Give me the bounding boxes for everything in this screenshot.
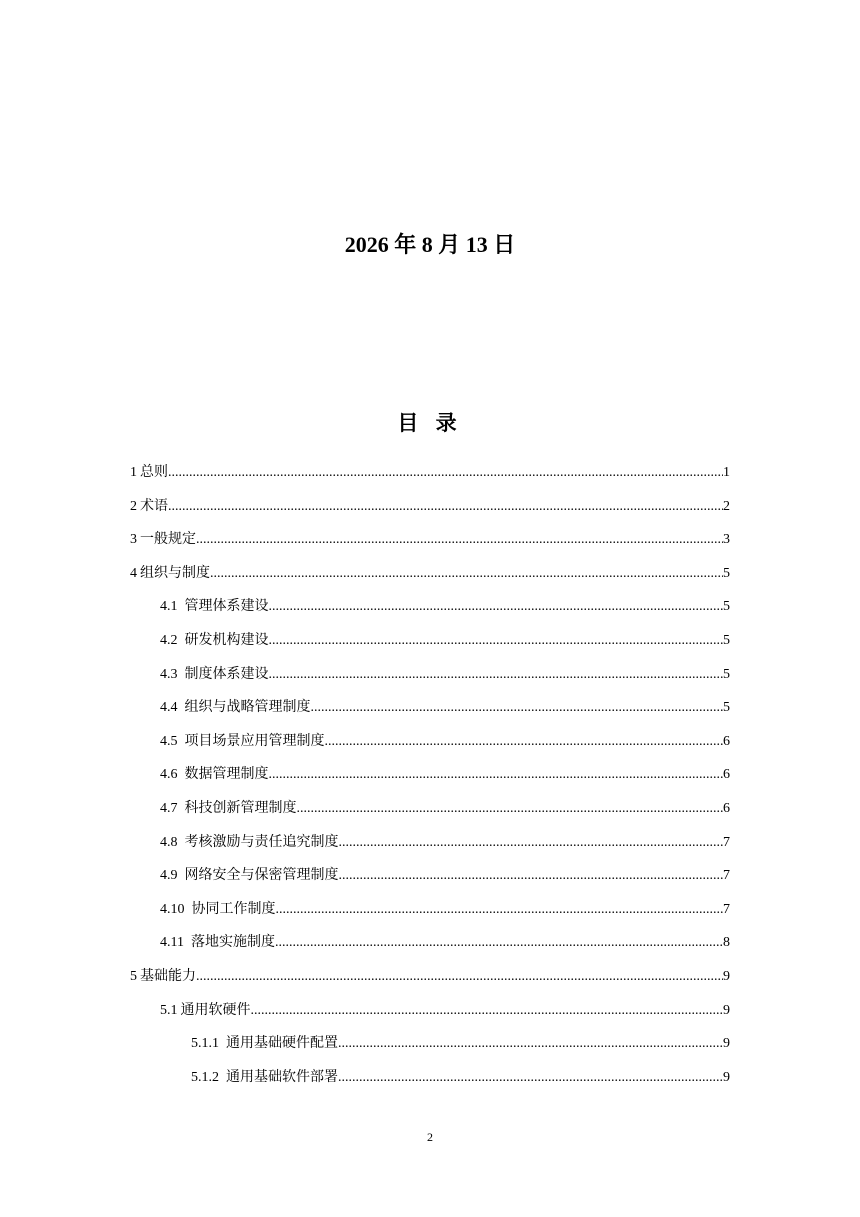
toc-entry-page: 5 bbox=[723, 632, 730, 648]
toc-entry-4-1[interactable] bbox=[130, 590, 730, 624]
toc-entry-number: 4.5 bbox=[160, 733, 178, 749]
toc-entry-number: 2 bbox=[130, 498, 137, 514]
toc-entry-title: 通用软硬件 bbox=[180, 1002, 251, 1018]
toc-entry-page: 7 bbox=[723, 901, 730, 917]
toc-entry-1[interactable] bbox=[130, 456, 730, 490]
toc-entry-number: 4.1 bbox=[160, 599, 178, 615]
toc-entry-5-1-2[interactable] bbox=[130, 1061, 730, 1095]
toc-dot-leader bbox=[276, 893, 724, 927]
toc-entry-page: 9 bbox=[723, 1002, 730, 1018]
toc-entry-page: 7 bbox=[723, 868, 730, 884]
toc-entry-title: 术语 bbox=[140, 498, 168, 514]
toc-entry-number: 4.10 bbox=[160, 901, 185, 917]
toc-entry-number: 3 bbox=[130, 532, 137, 548]
toc-entry-4-11[interactable] bbox=[130, 926, 730, 960]
toc-dot-leader bbox=[325, 725, 724, 759]
toc-entry-title: 通用基础硬件配置 bbox=[226, 1036, 338, 1052]
toc-entry-number: 5 bbox=[130, 968, 137, 984]
toc-entry-5-1[interactable] bbox=[130, 994, 730, 1028]
toc-entry-4-7[interactable] bbox=[130, 792, 730, 826]
toc-entry-4-6[interactable] bbox=[130, 758, 730, 792]
toc-entry-2[interactable] bbox=[130, 490, 730, 524]
toc-dot-leader bbox=[269, 624, 724, 658]
toc-entry-page: 5 bbox=[723, 666, 730, 682]
toc-entry-number: 4.9 bbox=[160, 868, 178, 884]
toc-entry-number: 5.1 bbox=[160, 1002, 178, 1018]
toc-entry-title: 考核激励与责任追究制度 bbox=[184, 834, 339, 850]
toc-entry-title: 管理体系建设 bbox=[184, 599, 269, 615]
toc-entry-number: 4.11 bbox=[160, 935, 184, 951]
toc-entry-title: 研发机构建设 bbox=[184, 632, 269, 648]
toc-entry-title: 组织与战略管理制度 bbox=[184, 700, 311, 716]
toc-dot-leader bbox=[297, 792, 724, 826]
toc-dot-leader bbox=[251, 994, 724, 1028]
toc-dot-leader bbox=[311, 691, 724, 725]
toc-entry-page: 9 bbox=[723, 1036, 730, 1052]
toc-entry-number: 4.6 bbox=[160, 767, 178, 783]
toc-dot-leader bbox=[269, 658, 724, 692]
toc-entry-title: 科技创新管理制度 bbox=[184, 800, 297, 816]
toc-entry-3[interactable] bbox=[130, 523, 730, 557]
toc-entry-4-9[interactable] bbox=[130, 859, 730, 893]
toc-entry-page: 6 bbox=[723, 800, 730, 816]
toc-entry-page: 3 bbox=[723, 532, 730, 548]
toc-entry-number: 4 bbox=[130, 565, 137, 581]
toc-dot-leader bbox=[196, 960, 723, 994]
toc-entry-4-4[interactable] bbox=[130, 691, 730, 725]
toc-entry-title: 总则 bbox=[140, 465, 168, 480]
document-date: 2026 年 8 月 13 日 bbox=[344, 232, 516, 257]
toc-dot-leader bbox=[269, 590, 724, 624]
toc-entry-page: 5 bbox=[723, 700, 730, 716]
toc-entry-title: 网络安全与保密管理制度 bbox=[184, 868, 339, 884]
toc-dot-leader bbox=[210, 557, 723, 591]
toc-entry-number: 4.4 bbox=[160, 700, 178, 716]
toc-dot-leader bbox=[275, 926, 723, 960]
toc-dot-leader bbox=[168, 456, 723, 490]
toc-entry-title: 通用基础软件部署 bbox=[226, 1069, 338, 1085]
toc-entry-page: 9 bbox=[723, 1069, 730, 1085]
toc-entry-number: 1 bbox=[130, 465, 137, 480]
toc-entry-number: 5.1.1 bbox=[191, 1036, 219, 1052]
toc-entry-title: 基础能力 bbox=[140, 968, 196, 984]
table-of-contents bbox=[130, 456, 730, 1094]
toc-entry-4-8[interactable] bbox=[130, 826, 730, 860]
toc-entry-5[interactable] bbox=[130, 960, 730, 994]
toc-entry-page: 9 bbox=[723, 968, 730, 984]
toc-entry-4[interactable] bbox=[130, 557, 730, 591]
toc-dot-leader bbox=[338, 1027, 723, 1061]
toc-entry-title: 一般规定 bbox=[140, 532, 196, 548]
page-number: 2 bbox=[427, 1130, 433, 1144]
toc-entry-page: 7 bbox=[723, 834, 730, 850]
toc-entry-title: 数据管理制度 bbox=[184, 767, 269, 783]
toc-dot-leader bbox=[338, 1061, 723, 1095]
toc-entry-4-5[interactable] bbox=[130, 725, 730, 759]
toc-title: 目 录 bbox=[397, 411, 463, 435]
toc-entry-number: 4.8 bbox=[160, 834, 178, 850]
toc-dot-leader bbox=[168, 490, 723, 524]
toc-dot-leader bbox=[339, 859, 724, 893]
toc-entry-page: 1 bbox=[723, 465, 730, 480]
toc-entry-number: 4.2 bbox=[160, 632, 178, 648]
toc-dot-leader bbox=[196, 523, 723, 557]
toc-entry-page: 6 bbox=[723, 733, 730, 749]
toc-entry-title: 项目场景应用管理制度 bbox=[184, 733, 325, 749]
toc-entry-title: 组织与制度 bbox=[140, 565, 210, 581]
toc-entry-page: 6 bbox=[723, 767, 730, 783]
toc-entry-number: 5.1.2 bbox=[191, 1069, 219, 1085]
toc-entry-4-2[interactable] bbox=[130, 624, 730, 658]
toc-entry-title: 制度体系建设 bbox=[184, 666, 269, 682]
toc-entry-page: 5 bbox=[723, 599, 730, 615]
toc-entry-number: 4.7 bbox=[160, 800, 178, 816]
toc-entry-page: 8 bbox=[723, 935, 730, 951]
toc-entry-number: 4.3 bbox=[160, 666, 178, 682]
toc-entry-title: 落地实施制度 bbox=[190, 935, 275, 951]
toc-entry-page: 5 bbox=[723, 565, 730, 581]
toc-entry-5-1-1[interactable] bbox=[130, 1027, 730, 1061]
toc-entry-4-10[interactable] bbox=[130, 893, 730, 927]
toc-dot-leader bbox=[269, 758, 724, 792]
toc-entry-page: 2 bbox=[723, 498, 730, 514]
toc-entry-title: 协同工作制度 bbox=[191, 901, 276, 917]
toc-dot-leader bbox=[339, 826, 724, 860]
toc-entry-4-3[interactable] bbox=[130, 658, 730, 692]
